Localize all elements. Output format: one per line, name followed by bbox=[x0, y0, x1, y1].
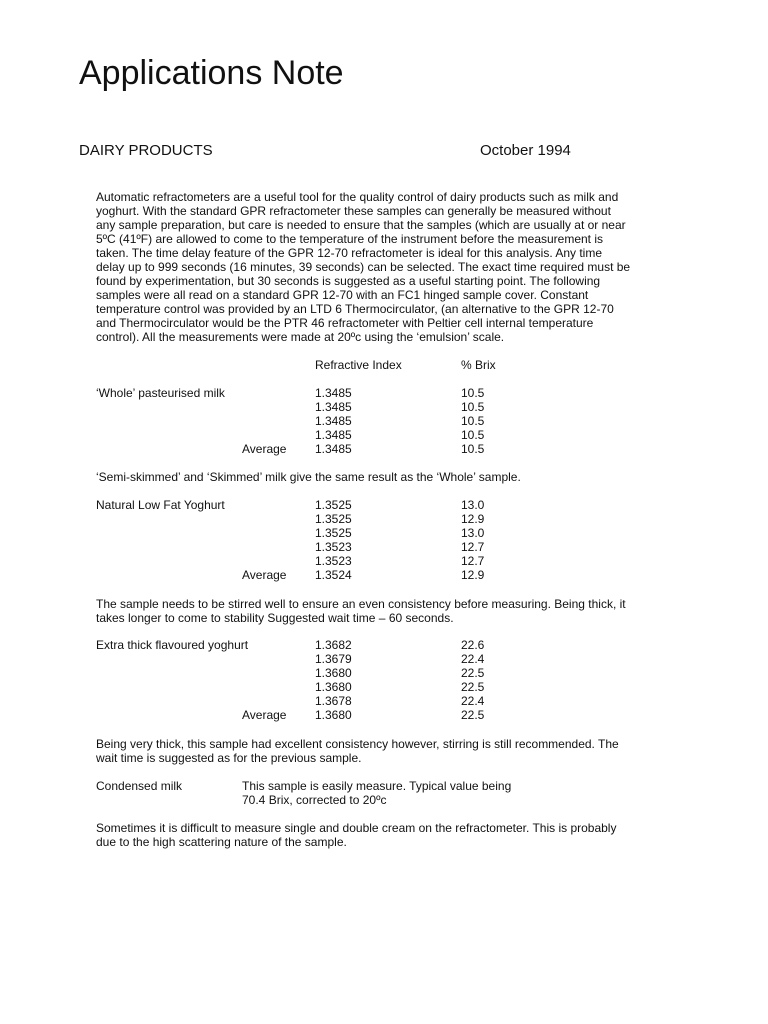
note-semi-skimmed bbox=[96, 470, 696, 484]
text-line: wait time is suggested as for the previous sample. bbox=[96, 751, 362, 765]
text-line: temperature control was provided by an LTD 6 Thermocirculator, (an alternative to the GPR 12-70 bbox=[96, 302, 614, 316]
header-refractive-index: Refractive Index bbox=[315, 358, 402, 372]
text-line: due to the high scattering nature of the sample. bbox=[96, 835, 347, 849]
text-line: 5ºC (41ºF) are allowed to come to the temperature of the instrument before the measurement is bbox=[96, 232, 604, 246]
ri-value: 1.3678 bbox=[315, 694, 352, 708]
ri-average: 1.3485 bbox=[315, 442, 352, 456]
text-line: The sample needs to be stirred well to ensure an even consistency before measuring. Being thick, it bbox=[96, 597, 626, 611]
average-label: Average bbox=[242, 568, 287, 582]
ri-value: 1.3525 bbox=[315, 498, 352, 512]
sample-name: Extra thick flavoured yoghurt bbox=[96, 638, 249, 652]
text-line: yoghurt. With the standard GPR refractometer these samples can generally be measured without bbox=[96, 204, 611, 218]
brix-value: 13.0 bbox=[461, 526, 485, 540]
text-line: Automatic refractometers are a useful tool for the quality control of dairy products such as milk and bbox=[96, 190, 619, 204]
ri-value: 1.3525 bbox=[315, 512, 352, 526]
document-date: October 1994 bbox=[480, 142, 571, 159]
text-line: ‘Semi-skimmed’ and ‘Skimmed’ milk give the same result as the ‘Whole’ sample. bbox=[96, 470, 521, 484]
ri-value: 1.3523 bbox=[315, 554, 352, 568]
text-line: Sometimes it is difficult to measure single and double cream on the refractometer. This is probably bbox=[96, 821, 617, 835]
sample-name: Condensed milk bbox=[96, 779, 183, 793]
average-label: Average bbox=[242, 708, 287, 722]
ri-value: 1.3680 bbox=[315, 680, 352, 694]
ri-average: 1.3524 bbox=[315, 568, 352, 582]
ri-value: 1.3682 bbox=[315, 638, 352, 652]
text-line: any sample preparation, but care is needed to ensure that the samples (which are usually at or near bbox=[96, 218, 626, 232]
note-cream bbox=[96, 821, 696, 849]
brix-value: 12.7 bbox=[461, 554, 485, 568]
intro-paragraph bbox=[96, 190, 696, 344]
text-line: This sample is easily measure. Typical value being bbox=[242, 779, 512, 793]
sample-name: Natural Low Fat Yoghurt bbox=[96, 498, 225, 512]
text-line: 70.4 Brix, corrected to 20ºc bbox=[242, 793, 387, 807]
brix-average: 10.5 bbox=[461, 442, 485, 456]
ri-value: 1.3680 bbox=[315, 666, 352, 680]
text-line: and Thermocirculator would be the PTR 46 refractometer with Peltier cell internal temperature bbox=[96, 316, 594, 330]
brix-value: 22.5 bbox=[461, 680, 485, 694]
text-line: control). All the measurements were made at 20ºc using the ‘emulsion’ scale. bbox=[96, 330, 505, 344]
brix-value: 12.7 bbox=[461, 540, 485, 554]
text-line: found by experimentation, but 30 seconds is suggested as a useful starting point. The following bbox=[96, 274, 601, 288]
sample-name: ‘Whole’ pasteurised milk bbox=[96, 386, 225, 400]
ri-value: 1.3485 bbox=[315, 386, 352, 400]
brix-value: 10.5 bbox=[461, 414, 485, 428]
brix-value: 22.6 bbox=[461, 638, 485, 652]
brix-average: 12.9 bbox=[461, 568, 485, 582]
text-line: Being very thick, this sample had excellent consistency however, stirring is still recommended. The bbox=[96, 737, 619, 751]
text-line: samples were all read on a standard GPR 12-70 with an FC1 hinged sample cover. Constant bbox=[96, 288, 589, 302]
brix-value: 13.0 bbox=[461, 498, 485, 512]
text-line: takes longer to come to stability Suggested wait time – 60 seconds. bbox=[96, 611, 454, 625]
header-brix: % Brix bbox=[461, 358, 496, 372]
text-line: delay up to 999 seconds (16 minutes, 39 seconds) can be selected. The exact time required must be bbox=[96, 260, 631, 274]
brix-average: 22.5 bbox=[461, 708, 485, 722]
ri-value: 1.3485 bbox=[315, 414, 352, 428]
brix-value: 10.5 bbox=[461, 386, 485, 400]
document-title: Applications Note bbox=[79, 54, 344, 92]
brix-value: 22.5 bbox=[461, 666, 485, 680]
brix-value: 10.5 bbox=[461, 400, 485, 414]
brix-value: 10.5 bbox=[461, 428, 485, 442]
brix-value: 12.9 bbox=[461, 512, 485, 526]
brix-value: 22.4 bbox=[461, 694, 485, 708]
ri-value: 1.3525 bbox=[315, 526, 352, 540]
ri-value: 1.3485 bbox=[315, 428, 352, 442]
ri-value: 1.3679 bbox=[315, 652, 352, 666]
ri-average: 1.3680 bbox=[315, 708, 352, 722]
ri-value: 1.3485 bbox=[315, 400, 352, 414]
note-stirring bbox=[96, 597, 696, 625]
ri-value: 1.3523 bbox=[315, 540, 352, 554]
subject-heading: DAIRY PRODUCTS bbox=[79, 142, 213, 159]
average-label: Average bbox=[242, 442, 287, 456]
text-line: taken. The time delay feature of the GPR 12-70 refractometer is ideal for this analysis. Any time bbox=[96, 246, 603, 260]
note-thick-sample bbox=[96, 737, 696, 765]
brix-value: 22.4 bbox=[461, 652, 485, 666]
